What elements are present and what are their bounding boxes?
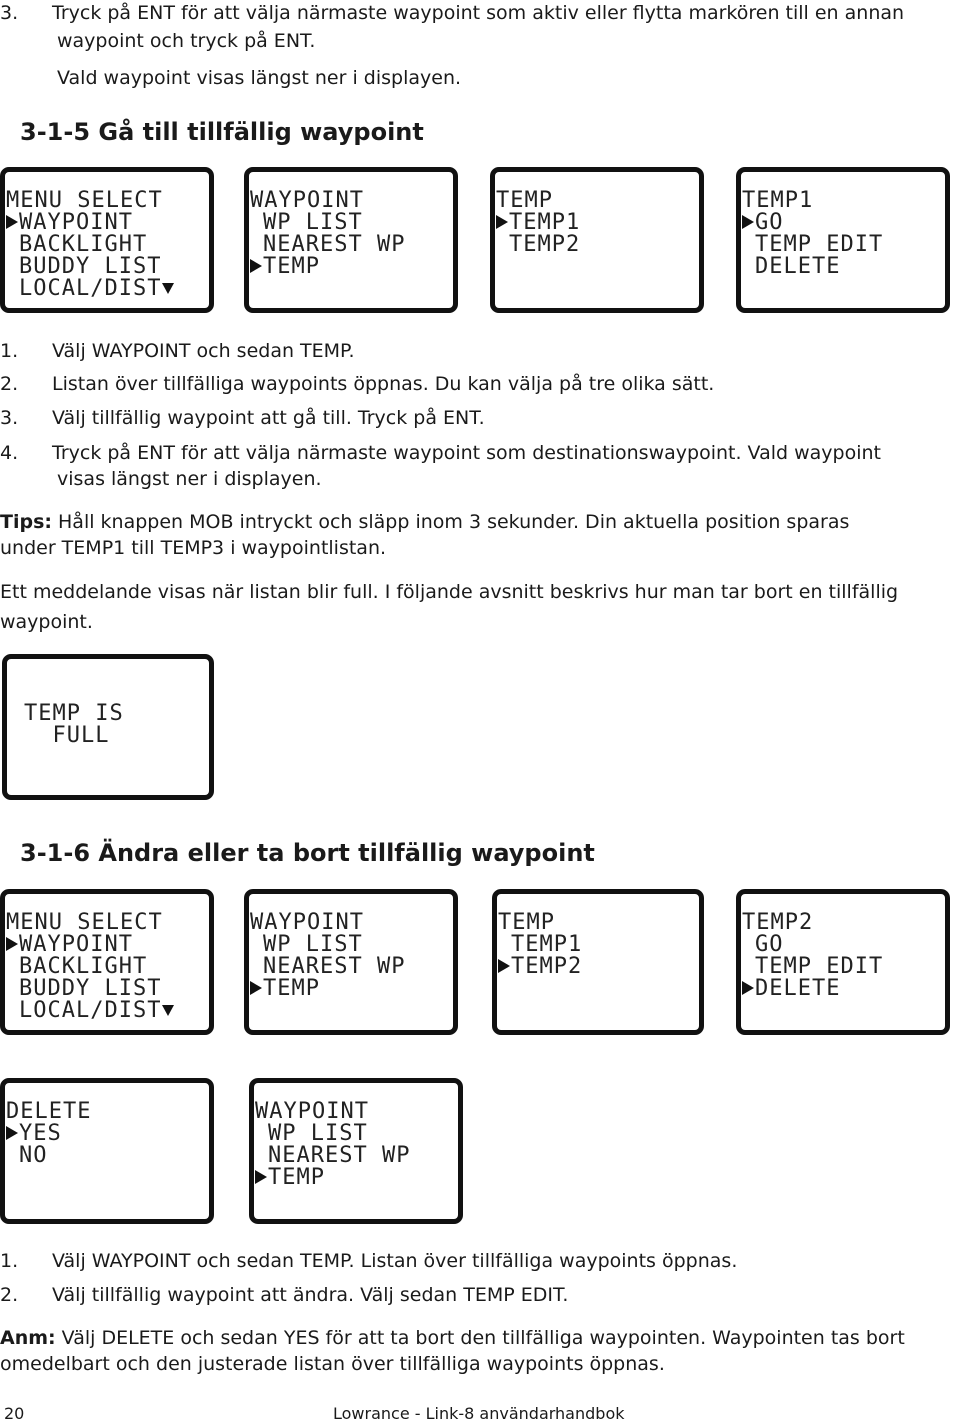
lcd-screen-temp1 (736, 167, 950, 313)
lcd-line-text: BUDDY LIST (19, 976, 162, 1001)
lcd-line (742, 212, 883, 234)
lcd-line (6, 190, 174, 212)
lcd-line (250, 978, 405, 1000)
lcd-line-text: WP LIST (263, 210, 363, 235)
lcd-line-text: TEMP (496, 188, 553, 213)
cursor-arrow-icon (6, 215, 18, 229)
lcd-line-text: TEMP (263, 254, 320, 279)
lcd-line-text: TEMP1 (742, 188, 814, 213)
lcd-line (6, 978, 174, 1000)
lcd-line (11, 725, 124, 747)
intro-step-3-note: Vald waypoint visas längst ner i displayen. (57, 67, 462, 89)
lcd-line-text: WP LIST (263, 932, 363, 957)
lcd-screen-waypoint-3 (249, 1078, 463, 1224)
lcd-line (6, 934, 174, 956)
step-text: Tryck på ENT för att välja närmaste waypoint som aktiv eller flytta markören till en annan (52, 2, 905, 24)
s1-step-4: 4. Tryck på ENT för att välja närmaste waypoint som destinationswaypoint. Vald waypoint (0, 442, 881, 464)
section-heading-3-1-5: 3-1-5 Gå till tillfällig waypoint (20, 118, 424, 146)
lcd-line-text: TEMP1 (511, 932, 583, 957)
lcd-line-text: TEMP EDIT (755, 954, 884, 979)
lcd-line (250, 190, 405, 212)
lcd-line (742, 256, 883, 278)
cursor-arrow-icon (498, 959, 510, 973)
lcd-screen-temp-is-full (2, 654, 214, 800)
lcd-line-text: TEMP (498, 910, 555, 935)
lcd-line (6, 212, 174, 234)
lcd-screen-waypoint-2 (244, 889, 458, 1035)
s2-step-1: 1. Välj WAYPOINT och sedan TEMP. Listan över tillfälliga waypoints öppnas. (0, 1250, 738, 1272)
note-paragraph: Anm: Välj DELETE och sedan YES för att ta bort den tillfälliga waypointen. Waypointen tas bort (0, 1327, 905, 1349)
lcd-line-text: WAYPOINT (250, 910, 364, 935)
lcd-line-text: TEMP (263, 976, 320, 1001)
lcd-line-text: NEAREST WP (263, 232, 406, 257)
lcd-line (250, 912, 405, 934)
lcd-screen-temp (490, 167, 704, 313)
lcd-line-text: FULL (24, 723, 110, 748)
lcd-line (250, 256, 405, 278)
lcd-line (6, 956, 174, 978)
lcd-line-text: GO (755, 210, 784, 235)
note-label: Anm: (0, 1327, 56, 1349)
lcd-line (11, 703, 124, 725)
cursor-arrow-icon (250, 259, 262, 273)
cursor-arrow-icon (6, 937, 18, 951)
lcd-line-text: WP LIST (268, 1121, 368, 1146)
lcd-line (250, 212, 405, 234)
lcd-line (255, 1167, 410, 1189)
full-paragraph: Ett meddelande visas när listan blir full. I följande avsnitt beskrivs hur man tar bort en tillfällig (0, 581, 899, 603)
lcd-line (6, 1101, 91, 1123)
cursor-arrow-icon (6, 1126, 18, 1140)
cursor-arrow-icon (255, 1170, 267, 1184)
cursor-arrow-icon (496, 215, 508, 229)
s1-step-3: 3. Välj tillfällig waypoint att gå till. Tryck på ENT. (0, 407, 485, 429)
lcd-line (498, 912, 582, 934)
more-down-arrow-icon (162, 283, 174, 294)
lcd-line-text: WAYPOINT (19, 932, 133, 957)
lcd-line (742, 934, 883, 956)
lcd-screen-delete (0, 1078, 214, 1224)
lcd-line-text: GO (755, 932, 784, 957)
lcd-line-text: DELETE (755, 976, 841, 1001)
lcd-line (250, 956, 405, 978)
lcd-line-text: MENU SELECT (6, 910, 163, 935)
lcd-line (6, 1123, 91, 1145)
lcd-line-text: TEMP EDIT (755, 232, 884, 257)
lcd-line (255, 1101, 410, 1123)
lcd-screen-menu-select (0, 167, 214, 313)
lcd-line-text: TEMP2 (511, 954, 583, 979)
s2-step-2: 2. Välj tillfällig waypoint att ändra. Välj sedan TEMP EDIT. (0, 1284, 569, 1306)
lcd-line (498, 934, 582, 956)
lcd-line-text: TEMP IS (24, 701, 124, 726)
note-paragraph-cont: omedelbart och den justerade listan över tillfälliga waypoints öppnas. (0, 1353, 665, 1375)
lcd-line (250, 234, 405, 256)
lcd-line-text: TEMP2 (509, 232, 581, 257)
lcd-line (6, 234, 174, 256)
lcd-line (6, 278, 174, 300)
full-paragraph-cont: waypoint. (0, 611, 93, 633)
lcd-line (498, 956, 582, 978)
lcd-line (255, 1145, 410, 1167)
section-heading-3-1-6: 3-1-6 Ändra eller ta bort tillfällig waypoint (20, 839, 595, 867)
lcd-line-text: MENU SELECT (6, 188, 163, 213)
step-number: 3. (0, 2, 19, 24)
lcd-line-text: TEMP1 (509, 210, 581, 235)
lcd-line (250, 934, 405, 956)
lcd-line (496, 212, 580, 234)
tips-paragraph-cont: under TEMP1 till TEMP3 i waypointlistan. (0, 537, 387, 559)
s1-step-4-cont: visas längst ner i displayen. (57, 468, 322, 490)
tips-label: Tips: (0, 511, 52, 533)
lcd-line-text: LOCAL/DIST (19, 998, 162, 1023)
lcd-line-text: NEAREST WP (268, 1143, 411, 1168)
lcd-line-text: NEAREST WP (263, 954, 406, 979)
lcd-line-text: TEMP2 (742, 910, 814, 935)
page-number: 20 (4, 1404, 25, 1423)
lcd-line-text: DELETE (755, 254, 841, 279)
lcd-line-text: BACKLIGHT (19, 232, 148, 257)
lcd-line-text: YES (19, 1121, 62, 1146)
lcd-line (6, 912, 174, 934)
lcd-line (255, 1123, 410, 1145)
intro-step-3-cont: waypoint och tryck på ENT. (57, 30, 316, 52)
more-down-arrow-icon (162, 1005, 174, 1016)
intro-step-3 (0, 0, 904, 26)
footer-title: Lowrance - Link-8 användarhandbok (333, 1404, 625, 1423)
lcd-line (496, 190, 580, 212)
cursor-arrow-icon (742, 215, 754, 229)
lcd-line (6, 1000, 174, 1022)
lcd-line-text: WAYPOINT (19, 210, 133, 235)
lcd-line (742, 978, 883, 1000)
lcd-screen-menu-select-2 (0, 889, 214, 1035)
lcd-line-text: TEMP (268, 1165, 325, 1190)
cursor-arrow-icon (250, 981, 262, 995)
cursor-arrow-icon (742, 981, 754, 995)
lcd-line (742, 234, 883, 256)
lcd-line-text: WAYPOINT (255, 1099, 369, 1124)
lcd-line (6, 1145, 91, 1167)
lcd-screen-temp-2 (492, 889, 704, 1035)
lcd-line (6, 256, 174, 278)
lcd-line (742, 190, 883, 212)
lcd-screen-temp2 (736, 889, 950, 1035)
lcd-screen-waypoint (244, 167, 458, 313)
lcd-line-text: BACKLIGHT (19, 954, 148, 979)
lcd-line-text: WAYPOINT (250, 188, 364, 213)
lcd-line-text: DELETE (6, 1099, 92, 1124)
lcd-line-text: BUDDY LIST (19, 254, 162, 279)
s1-step-2: 2. Listan över tillfälliga waypoints öppnas. Du kan välja på tre olika sätt. (0, 373, 715, 395)
lcd-line (742, 956, 883, 978)
s1-step-1: 1. Välj WAYPOINT och sedan TEMP. (0, 340, 355, 362)
lcd-line-text: LOCAL/DIST (19, 276, 162, 301)
tips-paragraph: Tips: Håll knappen MOB intryckt och släpp inom 3 sekunder. Din aktuella position sparas (0, 511, 850, 533)
lcd-line-text: NO (19, 1143, 48, 1168)
lcd-line (496, 234, 580, 256)
lcd-line (742, 912, 883, 934)
